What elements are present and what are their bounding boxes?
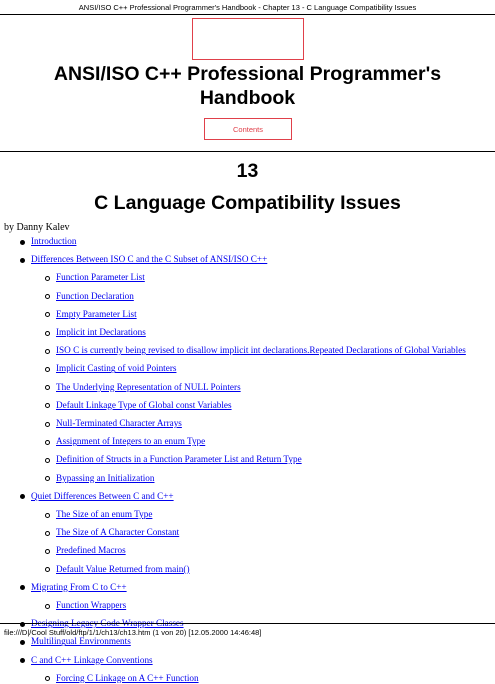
book-title-line1: ANSI/ISO C++ Professional Programmer's <box>53 63 442 85</box>
toc-link[interactable]: ISO C is currently being revised to disallow implicit int declarations.Repeated Declarations of Global Variables <box>56 345 466 356</box>
toc-link[interactable]: Forcing C Linkage on A C++ Function <box>56 672 199 683</box>
toc-subitem <box>56 382 241 393</box>
circle-bullet-icon <box>45 458 50 463</box>
circle-bullet-icon <box>45 476 50 481</box>
circle-bullet-icon <box>45 331 50 336</box>
chapter-number: 13 <box>236 160 259 182</box>
toc-link[interactable]: Implicit Casting of void Pointers <box>56 363 177 374</box>
circle-bullet-icon <box>45 676 50 681</box>
bullet-icon <box>20 240 25 245</box>
footer-rule <box>0 623 495 624</box>
circle-bullet-icon <box>45 422 50 427</box>
toc-subitem <box>56 309 137 320</box>
circle-bullet-icon <box>45 440 50 445</box>
circle-bullet-icon <box>45 604 50 609</box>
book-title-line2: Handbook <box>199 87 296 109</box>
toc-link[interactable]: Function Declaration <box>56 290 134 301</box>
circle-bullet-icon <box>45 513 50 518</box>
circle-bullet-icon <box>45 567 50 572</box>
toc-link[interactable]: Implicit int Declarations <box>56 327 146 337</box>
header-rule <box>0 14 495 15</box>
toc-link[interactable]: The Size of A Character Constant <box>56 527 180 538</box>
toc-link[interactable]: Predefined Macros <box>56 545 126 556</box>
circle-bullet-icon <box>45 276 50 281</box>
circle-bullet-icon <box>45 549 50 554</box>
toc-item <box>31 582 127 593</box>
toc-subitem <box>56 345 466 356</box>
toc-subitem <box>56 545 126 556</box>
toc-link[interactable]: The Size of an enum Type <box>56 509 153 519</box>
bullet-icon <box>20 494 25 499</box>
circle-bullet-icon <box>45 531 50 536</box>
print-footer: file:///D|/Cool Stuff/old/ftp/1/1/ch13/ch13.htm (1 von 20) [12.05.2000 14:46:48] <box>4 628 262 637</box>
toc-subitem <box>56 509 152 520</box>
contents-button[interactable]: Contents <box>204 118 292 140</box>
toc-link[interactable]: Default Value Returned from main() <box>56 563 190 574</box>
toc-item <box>31 236 76 247</box>
book-title <box>0 62 495 110</box>
circle-bullet-icon <box>45 312 50 317</box>
toc-subitem <box>56 400 232 411</box>
toc-link[interactable]: Bypassing an Initialization <box>56 472 155 483</box>
author-line: by Danny Kalev <box>4 222 70 233</box>
toc-link[interactable]: Default Linkage Type of Global const Variables <box>56 399 232 410</box>
print-header: ANSI/ISO C++ Professional Programmer's Handbook - Chapter 13 - C Language Compatibility Issues <box>78 3 417 12</box>
toc-subitem <box>56 436 205 447</box>
bullet-icon <box>20 585 25 590</box>
toc-subitem <box>56 564 190 575</box>
toc-link[interactable]: Multilingual Environments <box>31 636 131 647</box>
bullet-icon <box>20 640 25 645</box>
toc-link[interactable]: Differences Between ISO C and the C Subset of ANSI/ISO C++ <box>31 254 268 265</box>
toc-link[interactable]: Function Parameter List <box>56 272 145 283</box>
toc-subitem <box>56 527 179 538</box>
toc-subitem <box>56 418 182 429</box>
toc-subitem <box>56 600 126 611</box>
toc-link[interactable]: Designing Legacy Code Wrapper Classes <box>31 618 184 629</box>
toc-link[interactable]: C and C++ Linkage Conventions <box>31 654 153 665</box>
toc-link[interactable]: Definition of Structs in a Function Parameter List and Return Type <box>56 454 302 465</box>
toc-subitem <box>56 473 155 484</box>
title-rule <box>0 151 495 152</box>
toc-subitem <box>56 454 302 465</box>
circle-bullet-icon <box>45 294 50 299</box>
toc-item <box>31 254 267 265</box>
bullet-icon <box>20 658 25 663</box>
circle-bullet-icon <box>45 349 50 354</box>
toc-subitem <box>56 327 146 338</box>
chapter-title: C Language Compatibility Issues <box>94 192 401 214</box>
toc-link[interactable]: Assignment of Integers to an enum Type <box>56 436 206 447</box>
toc-link[interactable]: The Underlying Representation of NULL Pointers <box>56 381 241 392</box>
toc-item <box>31 491 174 502</box>
toc-subitem <box>56 673 199 684</box>
toc-link[interactable]: Null-Terminated Character Arrays <box>56 418 182 428</box>
circle-bullet-icon <box>45 403 50 408</box>
toc-item <box>31 655 153 666</box>
toc-subitem <box>56 363 176 374</box>
toc-item <box>31 636 131 647</box>
bullet-icon <box>20 258 25 263</box>
toc-subitem <box>56 291 134 302</box>
toc-link[interactable]: Migrating From C to C++ <box>31 581 127 592</box>
toc-link[interactable]: Quiet Differences Between C and C++ <box>31 490 174 501</box>
toc-link[interactable]: Empty Parameter List <box>56 308 137 319</box>
banner-placeholder[interactable] <box>192 18 304 60</box>
circle-bullet-icon <box>45 385 50 390</box>
toc-subitem <box>56 272 145 283</box>
toc-link[interactable]: Introduction <box>31 236 77 246</box>
toc-link[interactable]: Function Wrappers <box>56 600 127 610</box>
circle-bullet-icon <box>45 367 50 372</box>
